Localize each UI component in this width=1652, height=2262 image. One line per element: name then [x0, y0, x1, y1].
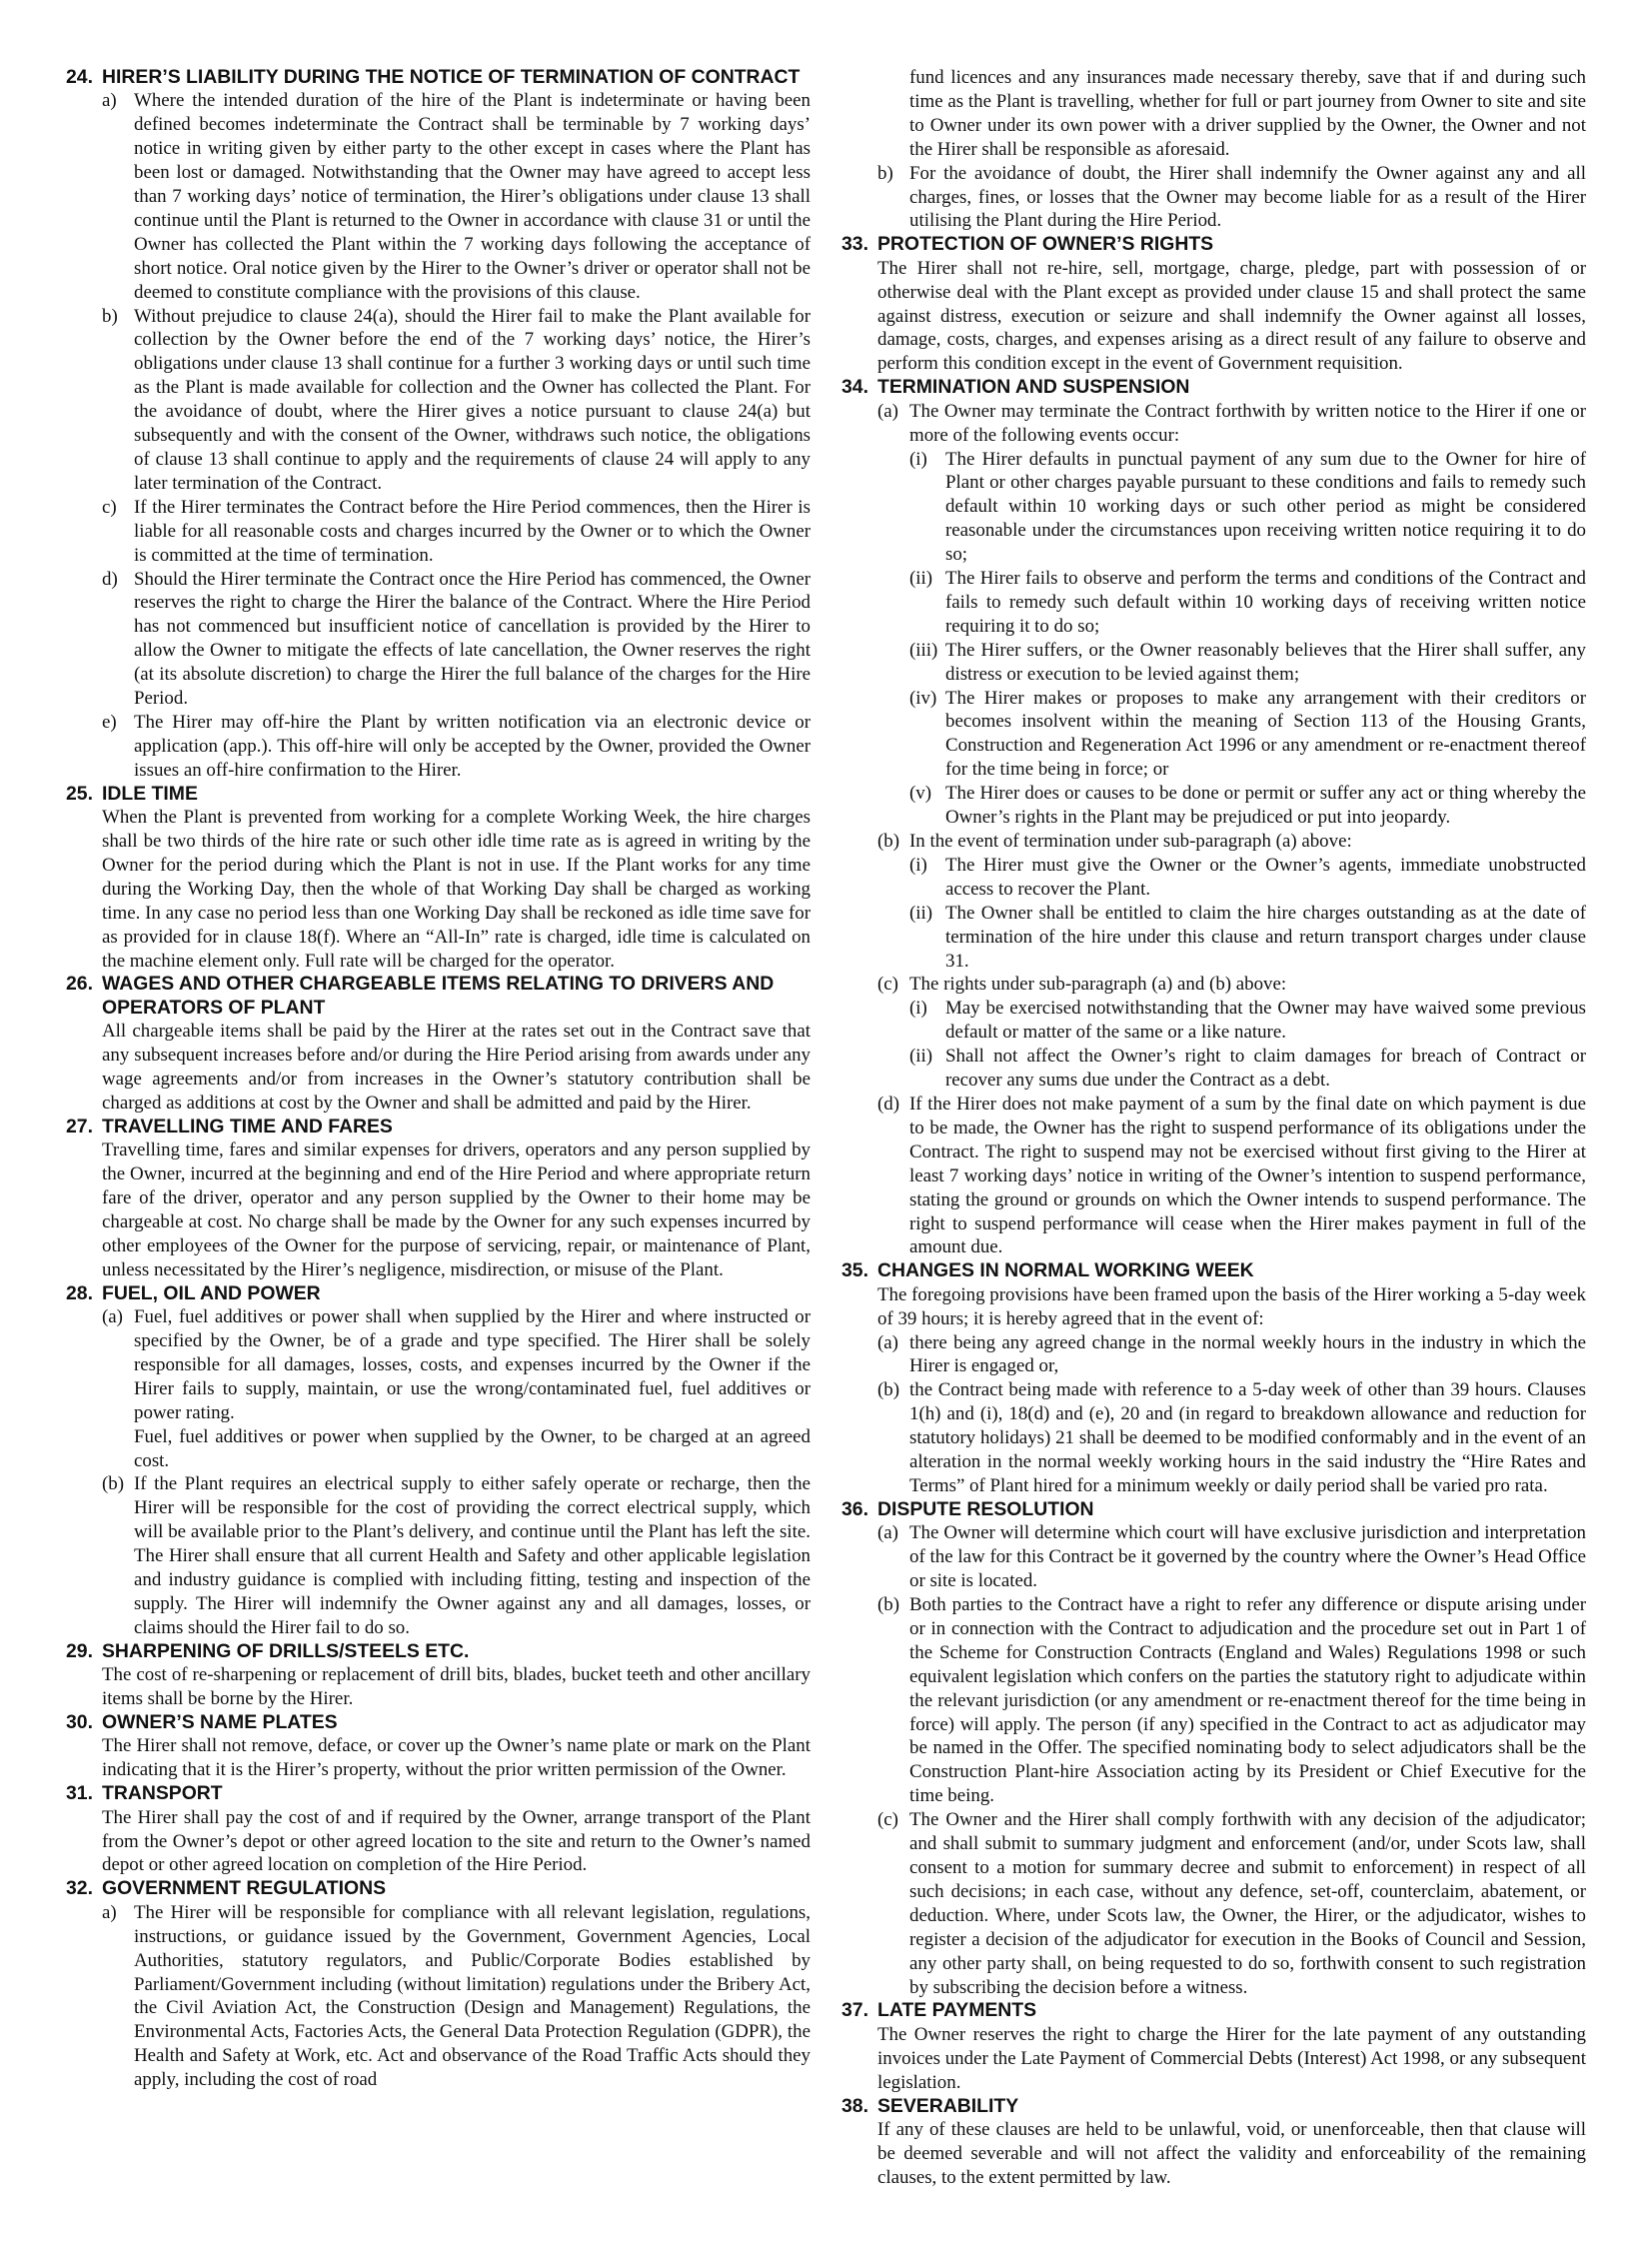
clause-body: Travelling time, fares and similar expenses for drivers, operators and any person supplied by the Owner, incurred at the beginning and end of the Hire Period and where appropriate return fare of the driver, operator and any person supplied by the Owner to their home may be chargeable at cost. No charge shall be made by the Owner for any such expenses incurred by other employees of the Owner for the purpose of servicing, repair, or maintenance of Plant, unless necessitated by the Hirer’s negligence, misdirection, or misuse of the Plant. — [102, 1139, 811, 1280]
clause-26 — [66, 973, 811, 1115]
clause-title: HIRER’S LIABILITY DURING THE NOTICE OF TERMINATION OF CONTRACT — [102, 66, 801, 88]
subitem-text: The Hirer suffers, or the Owner reasonably believes that the Hirer shall suffer, any distress or execution to be levied against them; — [945, 639, 1586, 685]
clause-heading — [66, 1877, 811, 1900]
clause-number: 36. — [841, 1497, 868, 1520]
clause-title: TRAVELLING TIME AND FARES — [102, 1115, 393, 1137]
clause-body: The Hirer shall not remove, deface, or cover up the Owner’s name plate or mark on the Plant indicating that it is the Hirer’s property, without the prior written permission of the Owner. — [102, 1735, 811, 1781]
clause-item — [66, 1305, 811, 1425]
clause-number: 30. — [66, 1711, 93, 1734]
item-text: The rights under sub-paragraph (a) and (b) above: — [909, 974, 1287, 996]
item-label: (a) — [877, 400, 898, 422]
subitem-label: (iii) — [909, 639, 938, 661]
item-text: Should the Hirer terminate the Contract once the Hire Period has commenced, the Owner reserves the right to charge the Hirer the balance of the Contract. Where the Hire Period has not commenced but insufficient notice of cancellation is provided by the Hirer to allow the Owner to mitigate the effects of late cancellation, the Owner reserves the right (at its absolute discretion) to charge the Hirer the full balance of the charges for the Hire Period. — [134, 568, 811, 710]
subitem-text: The Hirer must give the Owner or the Owner’s agents, immediate unobstructed access to recover the Plant. — [945, 854, 1586, 900]
item-text: The Owner and the Hirer shall comply forthwith with any decision of the adjudicator; and shall submit to summary judgment and enforcement (and/or, under Scots law, shall consent to a motion for summary decree and submit to enforcement) in respect of all such decisions; in each case, without any defence, set-off, counterclaim, abatement, or deduction. Where, under Scots law, the Owner, the Hirer, or the adjudicator, wishes to register a decision of the adjudicator for execution in the Books of Council and Session, any other party shall, on being requested to do so, forthwith consent to such registration by subscribing the decision before a witness. — [909, 1809, 1586, 1998]
clause-body: All chargeable items shall be paid by the Hirer at the rates set out in the Contract save that any subsequent increases before and/or during the Hire Period arising from awards under any wage agreements and/or from increases in the Owner’s statutory contribution shall be charged as additions at cost by the Owner and shall be admitted and paid by the Hirer. — [102, 1021, 811, 1114]
clause-32-continued — [841, 66, 1586, 233]
item-label: (c) — [877, 974, 898, 996]
item-text: The Owner may terminate the Contract forthwith by written notice to the Hirer if one or more of the following events occur: — [909, 400, 1586, 446]
item-text: Both parties to the Contract have a right to refer any difference or dispute arising under or in connection with the Contract to adjudication and the procedure set out in Part 1 of the Scheme for Construction Contracts (England and Wales) Regulations 1998 or such equivalent legislation which confers on the parties the statutory right to adjudicate within the relevant jurisdiction (or any amendment or re-enactment thereof for the time being in force) will apply. The person (if any) specified in the Contract to act as adjudicator may be named in the Offer. The specified nominating body to select adjudicators shall be the Construction Plant-hire Association acting by its President or Chief Executive for the time being. — [909, 1594, 1586, 1807]
clause-33 — [841, 233, 1586, 376]
clause-item — [841, 162, 1586, 234]
clause-title: SEVERABILITY — [877, 2094, 1019, 2117]
subitem-label: (ii) — [909, 902, 933, 924]
subitem-text: The Hirer defaults in punctual payment of any sum due to the Owner for hire of Plant or other charges payable pursuant to these conditions and fails to remedy such default within 10 working days or such other period as might be considered reasonable under the circumstances upon receiving written notice requiring it to do so; — [945, 448, 1586, 566]
clause-heading — [66, 783, 811, 806]
item-label: (a) — [877, 1522, 898, 1544]
clause-item — [66, 305, 811, 496]
subitem-text: The Owner shall be entitled to claim the hire charges outstanding as at the date of termination of the hire under this clause and return transport charges under clause 31. — [945, 902, 1586, 972]
clause-item — [841, 1808, 1586, 1999]
clause-body: The cost of re-sharpening or replacement of drill bits, blades, bucket teeth and other ancillary items shall be borne by the Hirer. — [102, 1664, 811, 1710]
clause-number: 32. — [66, 1877, 93, 1900]
clause-item — [841, 1093, 1586, 1259]
clause-heading — [66, 1640, 811, 1663]
clause-heading — [66, 1711, 811, 1734]
clause-title: OWNER’S NAME PLATES — [102, 1711, 338, 1734]
item-label: (b) — [102, 1473, 125, 1495]
item-text: Fuel, fuel additives or power shall when supplied by the Hirer and where instructed or specified by the Owner, be of a grade and type specified. The Hirer shall be solely responsible for all damages, losses, costs, and expenses incurred by the Owner if the Hirer fails to supply, maintain, or use the wrong/contaminated fuel, fuel additives or power rating. — [134, 1306, 811, 1423]
item-text: The Owner will determine which court will have exclusive jurisdiction and interpretation of the law for this Contract be it governed by the country where the Owner’s Head Office or site is located. — [909, 1522, 1586, 1592]
clause-body: The Owner reserves the right to charge the Hirer for the late payment of any outstanding invoices under the Late Payment of Commercial Debts (Interest) Act 1998, or any subsequent legislation. — [877, 2023, 1586, 2093]
item-label: (d) — [877, 1093, 900, 1115]
subitem-label: (iv) — [909, 687, 937, 709]
item-text: there being any agreed change in the normal weekly hours in the industry in which the Hirer is engaged or, — [909, 1331, 1586, 1377]
clause-subitem — [841, 639, 1586, 687]
subitem-label: (ii) — [909, 1046, 933, 1068]
subitem-label: (ii) — [909, 568, 933, 590]
clause-number: 26. — [66, 973, 93, 996]
clause-item — [66, 89, 811, 304]
clause-subitem — [841, 567, 1586, 639]
clause-number: 27. — [66, 1115, 93, 1137]
clause-title: IDLE TIME — [102, 782, 198, 805]
clause-heading — [66, 1282, 811, 1305]
clause-item — [841, 973, 1586, 997]
clause-item — [66, 711, 811, 783]
clause-body: When the Plant is prevented from working for a complete Working Week, the hire charges shall be two thirds of the hire rate or such other idle time rate as is agreed in writing by the Owner for the period during which the Plant is not in use. If the Plant works for any time during the Working Day, then the whole of that Working Day shall be charged as working time. In any case no period less than one Working Day shall be reckoned as idle time save for as provided for in clause 18(f). Where an “All-In” rate is charged, idle time is calculated on the machine element only. Full rate will be charged for the operator. — [102, 807, 811, 972]
clause-title: SHARPENING OF DRILLS/STEELS ETC. — [102, 1639, 470, 1662]
clause-heading — [841, 1259, 1586, 1282]
subitem-text: The Hirer makes or proposes to make any arrangement with their creditors or becomes insolvent within the meaning of Section 113 of the Housing Grants, Construction and Regeneration Act 1996 or any amendment or re-enactment thereof for the time being in force; or — [945, 687, 1586, 781]
clause-31 — [66, 1782, 811, 1877]
clause-number: 28. — [66, 1281, 93, 1304]
clause-item — [841, 830, 1586, 854]
clause-24 — [66, 66, 811, 783]
clause-item — [841, 1593, 1586, 1808]
clause-item — [66, 496, 811, 568]
subitem-label: (i) — [909, 448, 927, 470]
item-label: d) — [102, 568, 118, 590]
clause-body: The foregoing provisions have been framed upon the basis of the Hirer working a 5-day week of 39 hours; it is hereby agreed that in the event of: — [877, 1283, 1586, 1329]
clause-title: TRANSPORT — [102, 1782, 223, 1805]
clause-subitem — [841, 854, 1586, 902]
item-text: If the Hirer does not make payment of a sum by the final date on which payment is due to be made, the Owner has the right to suspend performance of its obligations under the Contract. The right to suspend may not be exercised without first giving to the Hirer at least 7 working days’ notice in writing of the Owner’s intention to suspend performance, stating the ground or grounds on which the Owner intends to suspend performance. The right to suspend performance will cease when the Hirer makes payment in full of the amount due. — [909, 1093, 1586, 1258]
subitem-text: The Hirer does or causes to be done or permit or suffer any act or thing whereby the Owner’s rights in the Plant may be prejudiced or put into jeopardy. — [945, 783, 1586, 829]
clause-32 — [66, 1877, 811, 2092]
clause-heading — [841, 1498, 1586, 1521]
clause-number: 31. — [66, 1782, 93, 1805]
item-label: (a) — [102, 1306, 123, 1328]
clause-25 — [66, 783, 811, 974]
clause-body: The Hirer shall not re-hire, sell, mortgage, charge, pledge, part with possession of or otherwise deal with the Plant except as provided under clause 15 and shall protect the same against distress, execution or seizure and shall indemnify the Owner against all losses, damage, costs, charges, and expenses arising as a direct result of any failure to observe and perform this condition except in the event of Government requisition. — [877, 257, 1586, 375]
item-text: The Hirer will be responsible for compliance with all relevant legislation, regulations, instructions, or guidance issued by the Government, Government Agencies, Local Authorities, statutory regulators, and Public/Corporate Bodies established by Parliament/Government including (without limitation) regulations under the Bribery Act, the Civil Aviation Act, the Construction (Design and Management) Regulations, the Environmental Acts, Factories Acts, the General Data Protection Regulation (GDPR), the Health and Safety at Work, etc. Act and observance of the Road Traffic Acts should they apply, including the cost of road — [134, 1901, 811, 2091]
subitem-text: Shall not affect the Owner’s right to claim damages for breach of Contract or recover any sums due under the Contract as a debt. — [945, 1046, 1586, 1092]
clause-subitem — [841, 782, 1586, 830]
clause-number: 37. — [841, 1999, 868, 2022]
clause-subitem — [841, 997, 1586, 1045]
clause-number: 34. — [841, 376, 868, 399]
subitem-text: May be exercised notwithstanding that the Owner may have waived some previous default or matter of the same or a like nature. — [945, 998, 1586, 1044]
clause-title: WAGES AND OTHER CHARGEABLE ITEMS RELATING TO DRIVERS AND OPERATORS OF PLANT — [102, 973, 775, 1019]
item-text: If the Plant requires an electrical supply to either safely operate or recharge, then the Hirer will be responsible for the cost of providing the correct electrical supply, which will be available prior to the Plant’s delivery, and continue until the Plant has left the site. The Hirer shall ensure that all current Health and Safety and other applicable legislation and industry guidance is complied with including fitting, testing and inspection of the supply. The Hirer will indemnify the Owner against any and all damages, losses, or claims should the Hirer fail to do so. — [134, 1473, 811, 1638]
item-text: If the Hirer terminates the Contract before the Hire Period commences, then the Hirer is liable for all reasonable costs and charges incurred by the Owner or to which the Owner is committed at the time of termination. — [134, 496, 811, 566]
item-label: (c) — [877, 1809, 898, 1831]
clause-item — [66, 1901, 811, 2092]
clause-subitem — [841, 687, 1586, 783]
clause-27 — [66, 1116, 811, 1282]
clause-subitem — [841, 902, 1586, 974]
clause-30 — [66, 1711, 811, 1782]
clause-body: The Hirer shall pay the cost of and if required by the Owner, arrange transport of the Plant from the Owner’s depot or other agreed location to the site and return to the Owner’s named depot or other agreed location on completion of the Hire Period. — [102, 1806, 811, 1876]
clause-title: DISPUTE RESOLUTION — [877, 1497, 1094, 1520]
clause-heading — [66, 1782, 811, 1805]
right-column — [841, 66, 1586, 2190]
clause-title: TERMINATION AND SUSPENSION — [877, 376, 1190, 399]
item-continuation: fund licences and any insurances made necessary thereby, save that if and during such time as the Plant is travelling, whether for full or part journey from Owner to site and site to Owner under its own power with a driver supplied by the Owner, the Owner and not the Hirer shall be responsible as aforesaid. — [909, 67, 1586, 160]
item-label: (b) — [877, 1594, 900, 1615]
clause-item — [66, 568, 811, 711]
subitem-text: The Hirer fails to observe and perform the terms and conditions of the Contract and fails to remedy such default within 10 working days of receiving written notice requiring it to do so; — [945, 568, 1586, 637]
clause-heading — [66, 973, 811, 1020]
clause-heading — [66, 66, 811, 89]
clause-title: LATE PAYMENTS — [877, 1999, 1037, 2022]
item-continuation: Fuel, fuel additives or power when supplied by the Owner, to be charged at an agreed cost. — [134, 1425, 811, 1471]
clause-title: CHANGES IN NORMAL WORKING WEEK — [877, 1259, 1254, 1282]
item-text: The Hirer may off-hire the Plant by written notification via an electronic device or application (app.). This off-hire will only be accepted by the Owner, provided the Owner issues an off-hire confirmation to the Hirer. — [134, 711, 811, 781]
clause-heading — [841, 233, 1586, 256]
clause-number: 35. — [841, 1259, 868, 1282]
clause-number: 38. — [841, 2094, 868, 2117]
item-label: (b) — [877, 1379, 900, 1401]
item-label: (b) — [877, 831, 900, 852]
item-text: Where the intended duration of the hire of the Plant is indeterminate or having been defined becomes indeterminate the Contract shall be terminable by 7 working days’ notice in writing given by either party to the other except in cases where the Plant has been lost or damaged. Notwithstanding that the Owner may have agreed to accept less than 7 working days’ notice of termination, the Hirer’s obligations under clause 13 shall continue until the Plant is returned to the Owner in accordance with clause 31 or until the Owner has collected the Plant within the 7 working days following the acceptance of short notice. Oral notice given by the Hirer to the Owner’s driver or operator shall not be deemed to constitute compliance with the provisions of this clause. — [134, 90, 811, 303]
clause-heading — [841, 1999, 1586, 2022]
item-text: the Contract being made with reference to a 5-day week of other than 39 hours. Clauses 1(h) and (i), 18(d) and (e), 20 and (in regard to breakdown allowance and reduction for statutory holidays) 21 shall be deemed to be modified conformably and in the event of an alteration in the normal weekly working hours in the said industry the “Hire Rates and Terms” of Plant hired for a minimum weekly or daily period shall be varied pro rata. — [909, 1379, 1586, 1496]
clause-item — [841, 1331, 1586, 1379]
clause-36 — [841, 1498, 1586, 2000]
subitem-label: (i) — [909, 854, 927, 876]
clause-number: 29. — [66, 1639, 93, 1662]
clause-38 — [841, 2095, 1586, 2190]
clause-item — [841, 1378, 1586, 1498]
clause-heading — [841, 376, 1586, 399]
subitem-label: (v) — [909, 783, 932, 805]
clause-item — [841, 400, 1586, 448]
clause-number: 33. — [841, 233, 868, 256]
item-label: (a) — [877, 1331, 898, 1353]
clause-29 — [66, 1640, 811, 1711]
clause-subitem — [841, 448, 1586, 568]
clause-34 — [841, 376, 1586, 1259]
item-label: e) — [102, 711, 117, 733]
item-text: For the avoidance of doubt, the Hirer shall indemnify the Owner against any and all charges, fines, or losses that the Owner may become liable for as a result of the Hirer utilising the Plant during the Hire Period. — [909, 162, 1586, 232]
item-label: a) — [102, 1901, 117, 1923]
clause-item — [841, 1521, 1586, 1593]
item-label: c) — [102, 496, 117, 518]
clause-35 — [841, 1259, 1586, 1498]
clause-item — [66, 1472, 811, 1639]
clause-number: 24. — [66, 66, 93, 88]
clause-subitem — [841, 1045, 1586, 1093]
clause-title: PROTECTION OF OWNER’S RIGHTS — [877, 233, 1214, 256]
item-label: b) — [877, 162, 893, 184]
item-label: b) — [102, 305, 118, 327]
item-text: Without prejudice to clause 24(a), should the Hirer fail to make the Plant available for collection by the Owner before the end of the 7 working days’ notice, the Hirer’s obligations under clause 13 shall continue for a further 3 working days or until such time as the Plant is made available for collection and the Owner has collected the Plant. For the avoidance of doubt, where the Hirer gives a notice pursuant to clause 24(a) but subsequently and with the consent of the Owner, withdraws such notice, the obligations of clause 13 shall continue to apply and the requirements of clause 24 will apply to any later termination of the Contract. — [134, 305, 811, 494]
clause-number: 25. — [66, 782, 93, 805]
item-text: In the event of termination under sub-paragraph (a) above: — [909, 831, 1352, 852]
clause-heading — [66, 1116, 811, 1138]
clause-title: FUEL, OIL AND POWER — [102, 1281, 321, 1304]
clause-body: If any of these clauses are held to be unlawful, void, or unenforceable, then that clause will be deemed severable and will not affect the validity and enforceability of the remaining clauses, to the extent permitted by law. — [877, 2118, 1586, 2188]
left-column — [66, 66, 811, 2092]
clause-28 — [66, 1282, 811, 1640]
subitem-label: (i) — [909, 998, 927, 1020]
clause-title: GOVERNMENT REGULATIONS — [102, 1877, 387, 1900]
clause-heading — [841, 2095, 1586, 2118]
item-label: a) — [102, 90, 117, 112]
clause-37 — [841, 1999, 1586, 2094]
